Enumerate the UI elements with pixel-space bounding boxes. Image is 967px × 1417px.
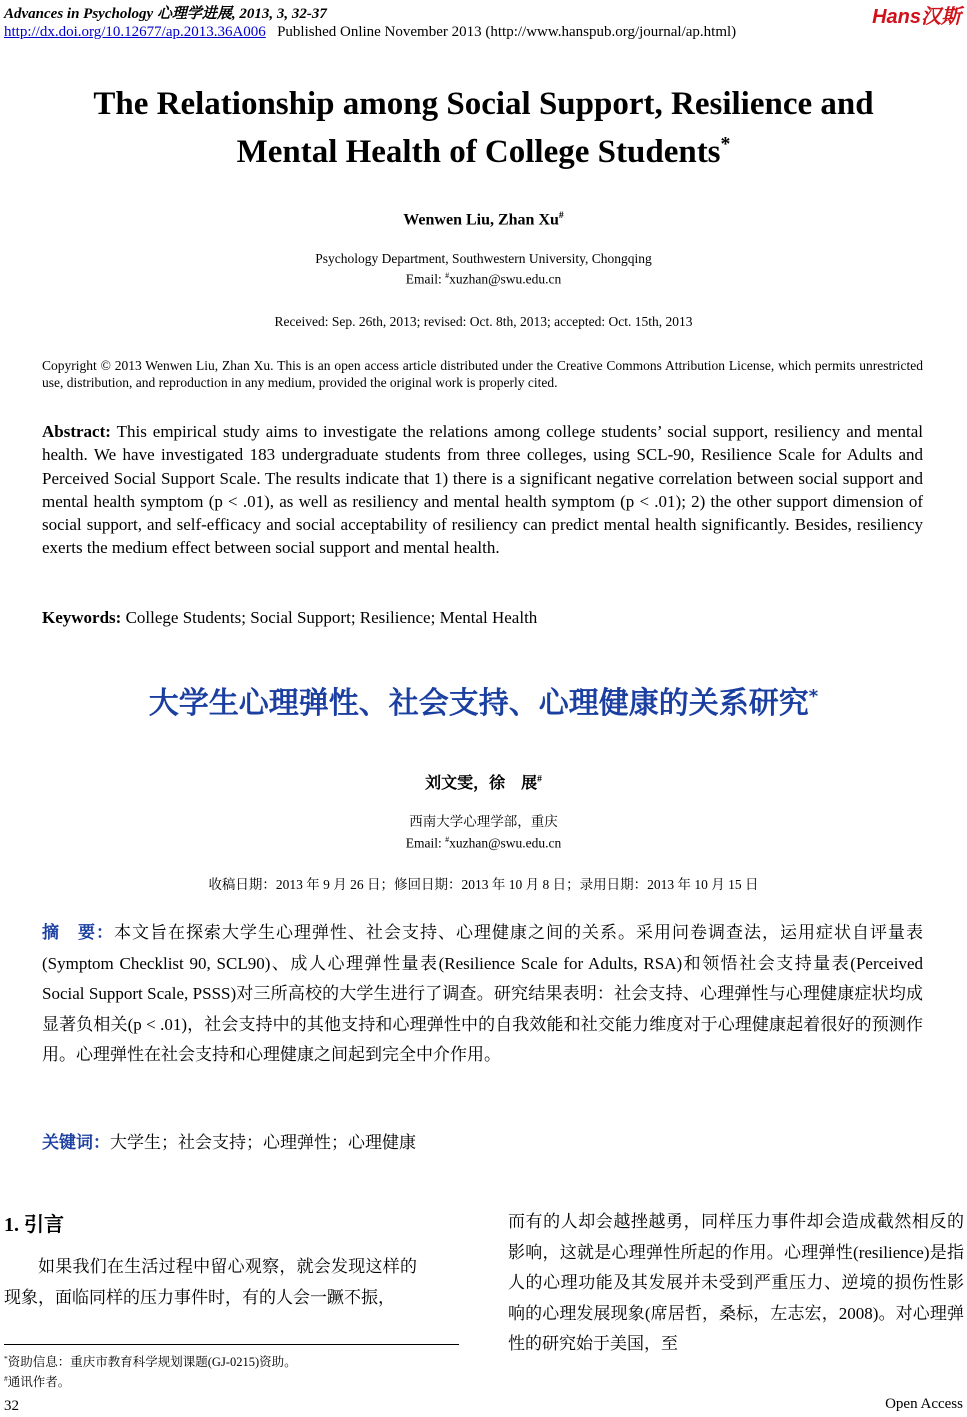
open-access-label: Open Access <box>885 1396 963 1412</box>
chinese-keywords-label: 关键词： <box>42 1133 110 1153</box>
email-address[interactable]: xuzhan@swu.edu.cn <box>449 271 562 287</box>
title-line-2: Mental Health of College Students <box>236 134 721 170</box>
footnote-2 <box>4 1372 70 1390</box>
keywords <box>42 606 923 629</box>
footnote-rule <box>4 1344 459 1345</box>
email-mark: # <box>445 271 450 280</box>
chinese-abstract-label: 摘 要： <box>42 923 114 943</box>
footnote-1-mark: * <box>4 1353 8 1363</box>
keywords-text: College Students; Social Support; Resilience; Mental Health <box>121 608 538 627</box>
publisher-logo: Hans汉斯 <box>872 6 961 28</box>
footnote-2-text: 通讯作者。 <box>7 1375 71 1389</box>
chinese-author-mark: # <box>537 773 542 785</box>
page-number: 32 <box>4 1398 19 1414</box>
affiliation: Psychology Department, Southwestern University, Chongqing <box>315 251 652 266</box>
left-column-text: 如果我们在生活过程中留心观察，就会发现这样的现象，面临同样的压力事件时，有的人会一蹶不振， <box>4 1257 417 1307</box>
abstract-label: Abstract: <box>42 422 111 441</box>
abstract <box>42 420 923 560</box>
chinese-abstract-text: 本文旨在探索大学生心理弹性、社会支持、心理健康之间的关系。采用问卷调查法，运用症状自评量表(Symptom Checklist 90, SCL90)、成人心理弹性量表(Resilience Scale for Adults, RSA)和领悟社会支持量表(Perceived Social Support Scale, PSSS)对三所高校的大学生进行了调查。研究结果表明：社会支持、心理弹性与心理健康症状均成显著负相关(p < .01)，社会支持中的其他支持和心理弹性中的自我效能和社交能力维度对于心理健康起着很好的预测作用。心理弹性在社会支持和心理健康之间起到完全中介作用。 <box>42 923 923 1064</box>
title-footnote-mark: * <box>720 133 731 155</box>
chinese-authors <box>0 770 967 793</box>
chinese-keywords <box>42 1128 923 1159</box>
copyright: Copyright © 2013 Wenwen Liu, Zhan Xu. This is an open access article distributed under the Creative Commons Attribution License, which permits unrestricted use, distribution, and reproduction in any medium, provided the original work is properly cited. <box>42 358 923 390</box>
chinese-abstract <box>42 918 923 1071</box>
journal-header: Advances in Psychology 心理学进展, 2013, 3, 32-37 <box>4 6 327 22</box>
right-column-text: 而有的人却会越挫越勇，同样压力事件却会造成截然相反的影响，这就是心理弹性所起的作用。心理弹性(resilience)是指人的心理功能及其发展并未受到严重压力、逆境的损伤性影响的心理发展现象(席居哲，桑标，左志宏，2008)。对心理弹性的研究始于美国，至 <box>508 1212 964 1353</box>
chinese-email-label: Email: <box>405 835 446 851</box>
section-heading: 1. 引言 <box>4 1214 64 1236</box>
chinese-title <box>0 678 967 722</box>
footnote-1 <box>4 1352 297 1370</box>
keywords-label: Keywords: <box>42 608 122 627</box>
received-dates: Received: Sep. 26th, 2013; revised: Oct. 8th, 2013; accepted: Oct. 15th, 2013 <box>274 314 693 329</box>
author-names: Wenwen Liu, Zhan Xu <box>403 211 559 229</box>
authors <box>0 210 967 229</box>
chinese-email <box>0 831 967 852</box>
chinese-dates: 收稿日期：2013 年 9 月 26 日；修回日期：2013 年 10 月 8 日；录用日期：2013 年 10 月 15 日 <box>208 877 759 892</box>
chinese-author-names: 刘文雯，徐 展 <box>425 775 538 792</box>
email-label: Email: <box>405 271 446 287</box>
title-line-1: The Relationship among Social Support, Resilience and <box>93 86 874 122</box>
published-info: Published Online November 2013 (http://www.hanspub.org/journal/ap.html) <box>277 24 737 40</box>
chinese-title-text: 大学生心理弹性、社会支持、心理健康的关系研究 <box>148 686 809 721</box>
footnote-1-text: 资助信息：重庆市教育科学规划课题(GJ-0215)资助。 <box>7 1355 297 1369</box>
author-mark: # <box>558 210 564 221</box>
email <box>0 267 967 288</box>
chinese-email-address[interactable]: xuzhan@swu.edu.cn <box>449 835 562 851</box>
chinese-title-mark: * <box>808 686 819 707</box>
chinese-keywords-text: 大学生；社会支持；心理弹性；心理健康 <box>110 1133 416 1152</box>
chinese-email-mark: # <box>445 835 450 844</box>
chinese-affiliation: 西南大学心理学部，重庆 <box>409 814 558 829</box>
abstract-text: This empirical study aims to investigate the relations among college students’ social support, resiliency and mental health. We have investigated 183 undergraduate students from three colleges, using SCL-90, Resilience Scale for Adults and Perceived Social Support Scale. The results indicate that 1) there is a significant negative correlation between social support and mental health symptom (p < .01), as well as resiliency and mental health symptom (p < .01); 2) the other support dimension of social support, and self-efficacy and social acceptability of resiliency can predict mental health significantly. Besides, resiliency exerts the medium effect between social support and mental health. <box>42 422 923 558</box>
doi-link[interactable]: http://dx.doi.org/10.12677/ap.2013.36A006 <box>4 24 266 40</box>
header-line <box>4 24 736 41</box>
paper-title <box>0 84 967 172</box>
footnote-2-mark: # <box>4 1373 8 1383</box>
